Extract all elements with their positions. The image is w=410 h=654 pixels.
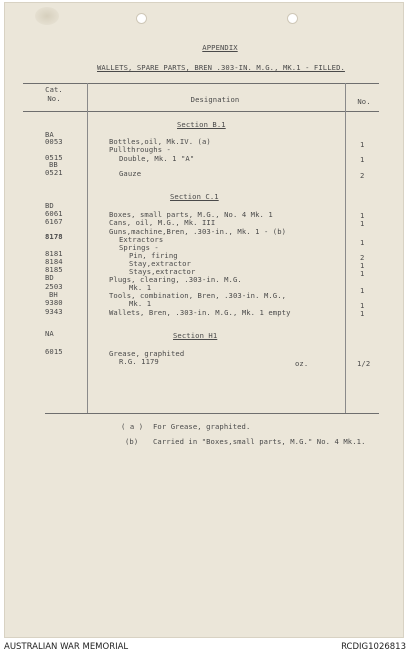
quantity: 1 bbox=[360, 261, 365, 270]
quantity: 1 bbox=[360, 238, 365, 247]
quantity: 1 bbox=[360, 211, 365, 220]
quantity: 1/2 bbox=[357, 359, 371, 368]
col-header-cat-1: Cat. bbox=[45, 85, 63, 94]
designation: Plugs, clearing, .303-in. M.G. bbox=[109, 275, 242, 284]
table-top-rule bbox=[23, 83, 379, 84]
section-heading: Section C.1 bbox=[170, 192, 219, 201]
quantity: 2 bbox=[360, 171, 365, 180]
designation: Cans, oil, M.G., Mk. III bbox=[109, 218, 216, 227]
cat-no: 0053 bbox=[45, 137, 63, 146]
designation: Wallets, Bren, .303-in. M.G., Mk. 1 empty bbox=[109, 308, 291, 317]
designation: Extractors bbox=[119, 235, 164, 244]
designation: Bottles,oil, Mk.IV. (a) bbox=[109, 137, 211, 146]
designation: Mk. 1 bbox=[129, 299, 152, 308]
designation: R.G. 1179 bbox=[119, 357, 159, 366]
note-text: Carried in "Boxes,small parts, M.G." No. 4 Mk.1. bbox=[153, 437, 366, 446]
col-header-no: No. bbox=[357, 97, 371, 106]
col-header-cat-2: No. bbox=[47, 94, 61, 103]
cat-no: 8184 bbox=[45, 257, 63, 266]
cat-no: 2503 bbox=[45, 282, 63, 291]
cat-no: 9380 bbox=[45, 298, 63, 307]
cat-no: BB bbox=[49, 160, 58, 169]
cat-no: 0515 bbox=[45, 153, 63, 162]
quantity: 1 bbox=[360, 140, 365, 149]
cat-no: 8181 bbox=[45, 249, 63, 258]
section-heading: Section B.1 bbox=[177, 120, 226, 129]
punch-hole-right bbox=[287, 13, 298, 24]
cat-no: 8185 bbox=[45, 265, 63, 274]
designation: Mk. 1 bbox=[129, 283, 152, 292]
quantity: 1 bbox=[360, 155, 365, 164]
quantity: 1 bbox=[360, 309, 365, 318]
cat-no: BA bbox=[45, 130, 54, 139]
col-header-designation: Designation bbox=[190, 95, 240, 104]
cat-no: BD bbox=[45, 201, 54, 210]
cat-no: 8178 bbox=[45, 232, 63, 241]
section-heading: Section H1 bbox=[173, 331, 218, 340]
cat-no: NA bbox=[45, 329, 54, 338]
archive-name: AUSTRALIAN WAR MEMORIAL bbox=[4, 642, 129, 652]
quantity: 1 bbox=[360, 286, 365, 295]
cat-no: BD bbox=[45, 273, 54, 282]
table-bottom-rule bbox=[45, 413, 379, 414]
cat-no: 6061 bbox=[45, 209, 63, 218]
designation: Gauze bbox=[119, 169, 142, 178]
table-header-rule bbox=[23, 111, 379, 112]
paper-stain bbox=[35, 7, 59, 25]
cat-no: BH bbox=[49, 290, 58, 299]
designation: Tools, combination, Bren, .303-in. M.G., bbox=[109, 291, 287, 300]
unit: oz. bbox=[295, 359, 309, 368]
archive-id: RCDIG1026813 bbox=[341, 642, 406, 652]
document-subtitle: WALLETS, SPARE PARTS, BREN .303-IN. M.G., MK.1 - FILLED. bbox=[97, 63, 345, 72]
cat-no: 6015 bbox=[45, 347, 63, 356]
designation: Stay,extractor bbox=[129, 259, 191, 268]
quantity: 1 bbox=[360, 269, 365, 278]
designation: Pullthroughs - bbox=[109, 145, 171, 154]
cat-no: 0521 bbox=[45, 168, 63, 177]
designation: Pin, firing bbox=[129, 251, 178, 260]
designation: Double, Mk. 1 "A" bbox=[119, 154, 195, 163]
table-col-divider-1 bbox=[87, 83, 88, 413]
quantity: 1 bbox=[360, 301, 365, 310]
quantity: 2 bbox=[360, 253, 365, 262]
punch-hole-left bbox=[136, 13, 147, 24]
table-col-divider-2 bbox=[345, 83, 346, 413]
quantity: 1 bbox=[360, 219, 365, 228]
designation: Springs - bbox=[119, 243, 159, 252]
cat-no: 6167 bbox=[45, 217, 63, 226]
note-text: For Grease, graphited. bbox=[153, 422, 251, 431]
designation: Stays,extractor bbox=[129, 267, 196, 276]
note-label: (b) bbox=[125, 437, 139, 446]
designation: Grease, graphited bbox=[109, 349, 185, 358]
designation: Guns,machine,Bren, .303-in., Mk. 1 - (b) bbox=[109, 227, 287, 236]
document-title: APPENDIX bbox=[202, 43, 238, 52]
designation: Boxes, small parts, M.G., No. 4 Mk. 1 bbox=[109, 210, 273, 219]
cat-no: 9343 bbox=[45, 307, 63, 316]
document-page bbox=[4, 2, 404, 638]
archive-footer bbox=[0, 640, 410, 654]
note-label: ( a ) bbox=[121, 422, 144, 431]
